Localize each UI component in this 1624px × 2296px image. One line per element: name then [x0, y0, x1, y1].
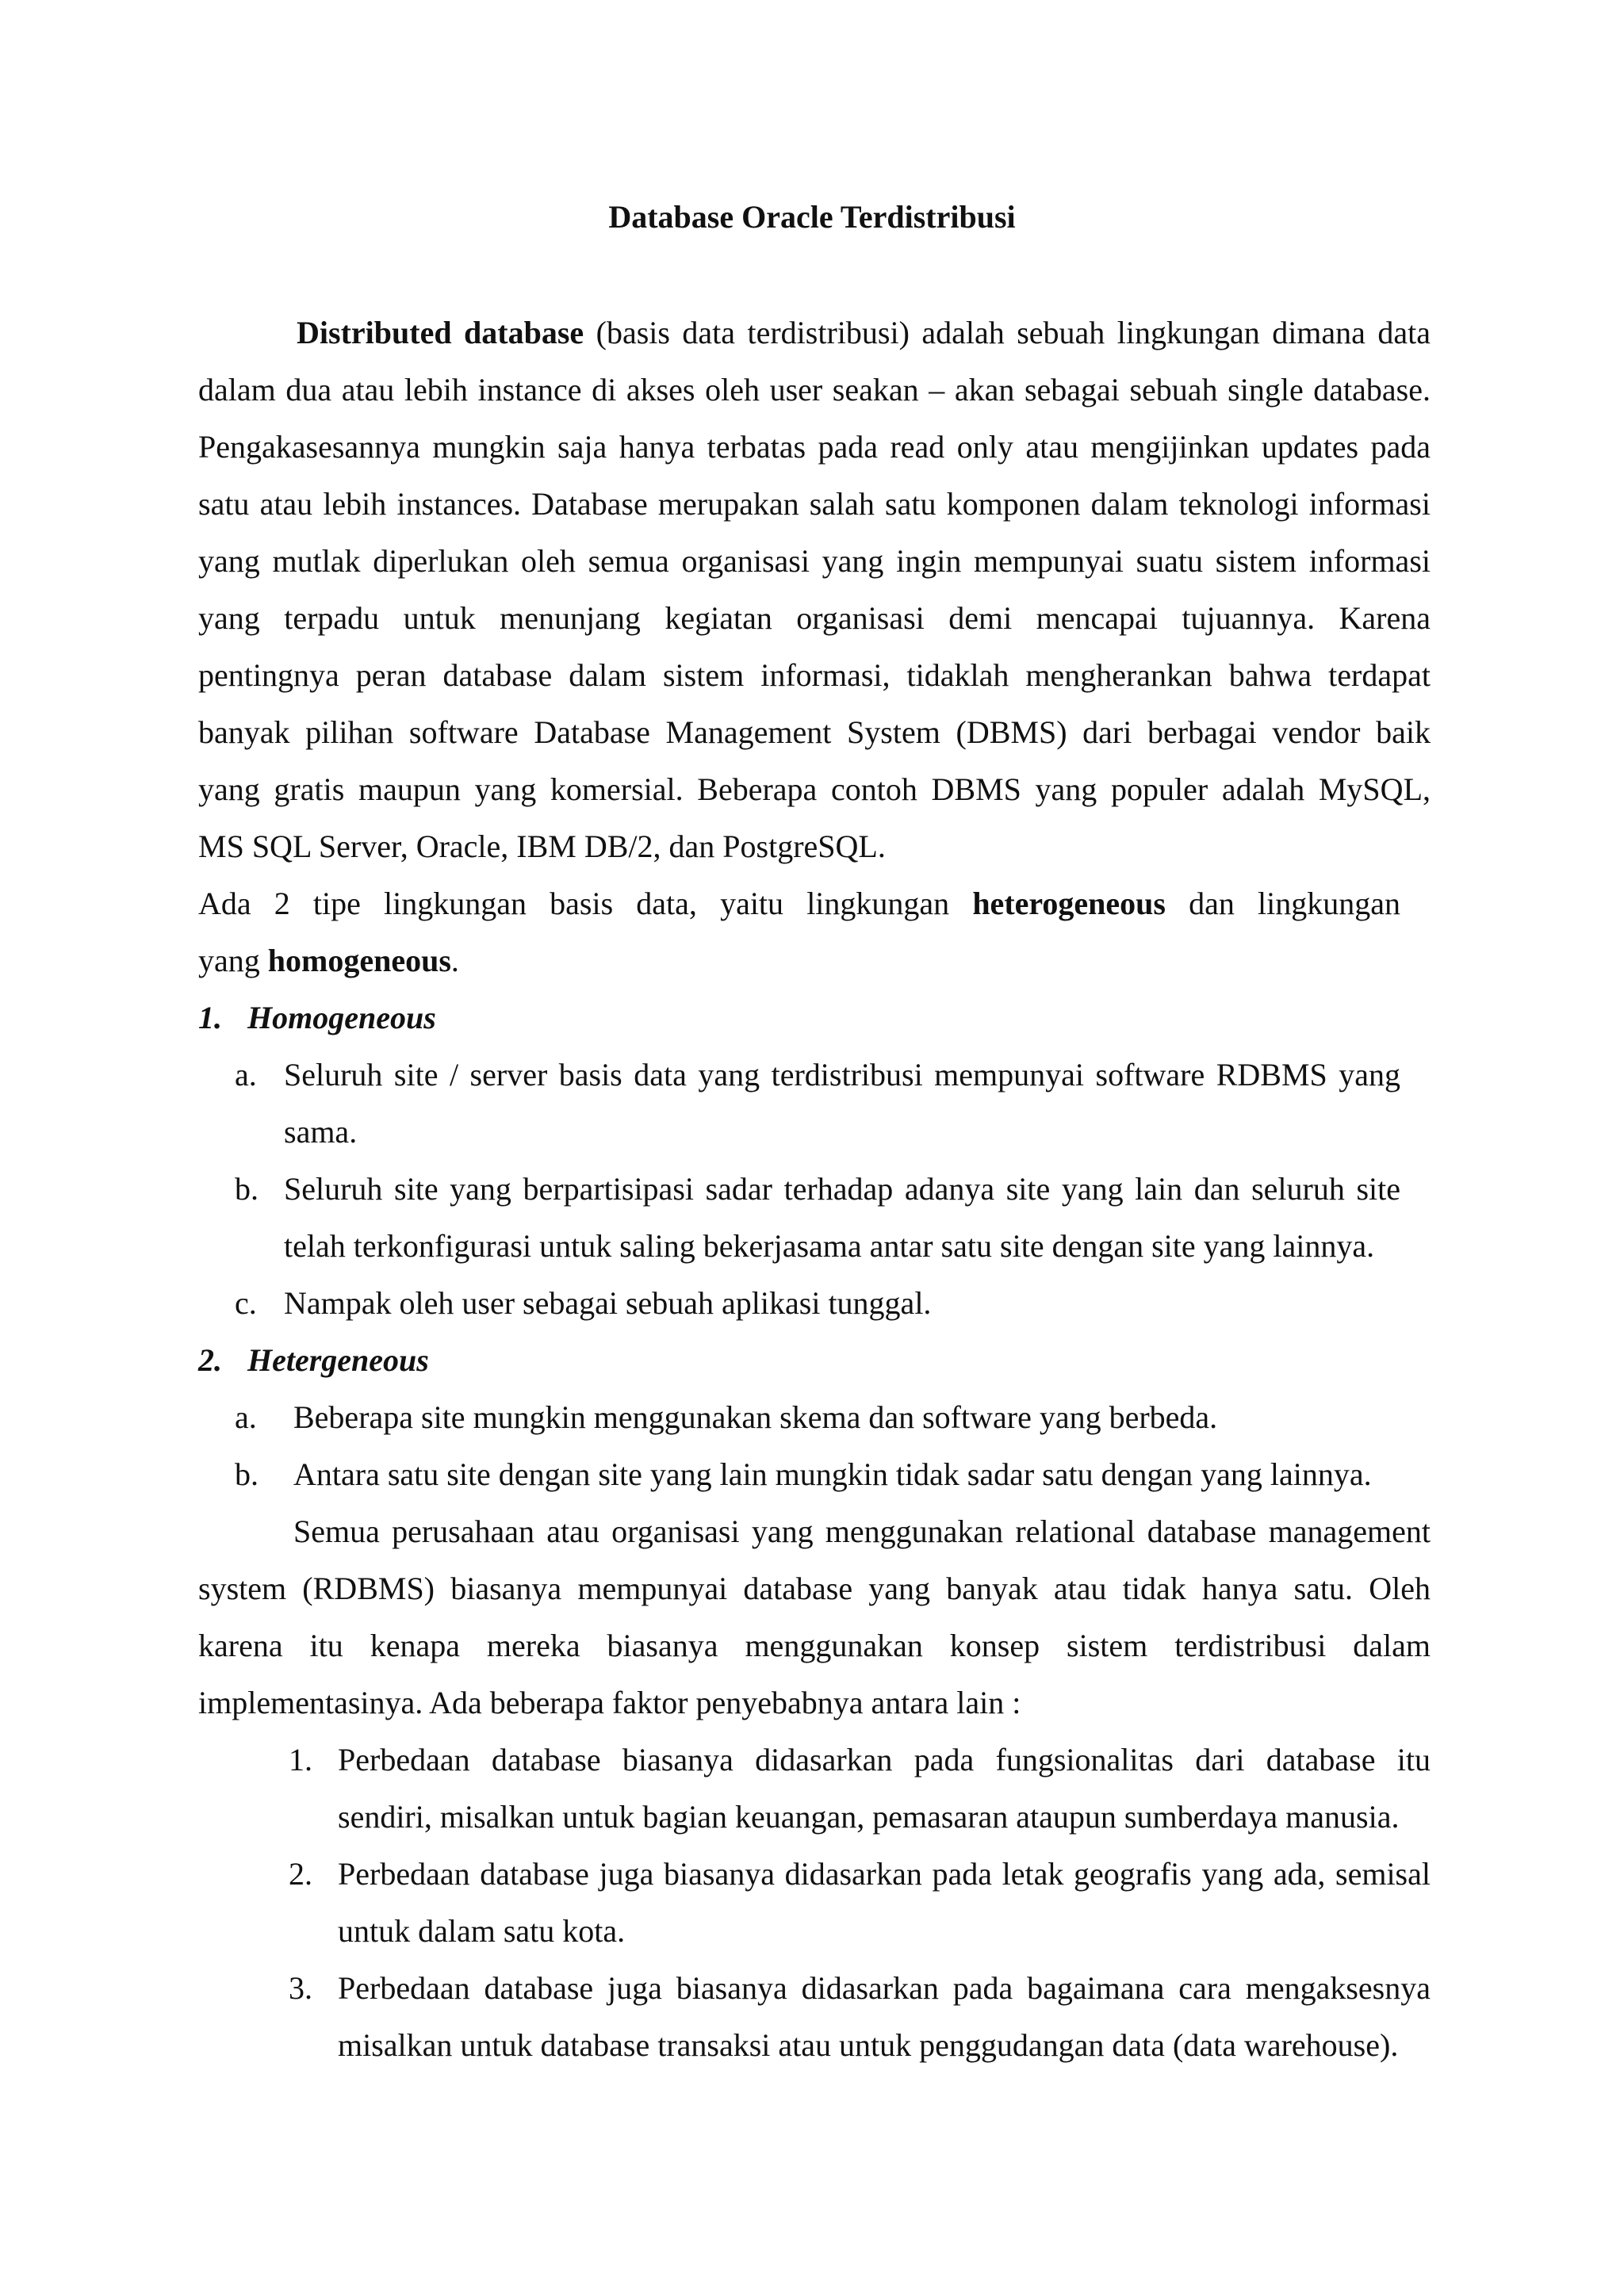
section1-item-a-marker: a. [235, 1057, 257, 1093]
rdbms-line-4: implementasinya. Ada beberapa faktor penyebabnya antara lain : [198, 1685, 1021, 1720]
types-bold-homogeneous: homogeneous [267, 943, 451, 978]
types-line-1 [198, 882, 1400, 926]
rdbms-line-1: Semua perusahaan atau organisasi yang menggunakan relational database management [293, 1513, 1431, 1549]
intro-line-2: dalam dua atau lebih instance di akses oleh user seakan – akan sebagai sebuah single database. [198, 372, 1431, 408]
section1-item-c-marker: c. [235, 1285, 257, 1321]
section2-number: 2. [198, 1342, 222, 1378]
types-line-2 [198, 939, 459, 983]
section1-item-b-line2: telah terkonfigurasi untuk saling bekerjasama antar satu site dengan site yang lainnya. [284, 1228, 1375, 1264]
section2-item-b-marker: b. [235, 1456, 259, 1492]
intro-line-6: yang terpadu untuk menunjang kegiatan organisasi demi mencapai tujuannya. Karena [198, 600, 1431, 636]
intro-line-10: MS SQL Server, Oracle, IBM DB/2, dan PostgreSQL. [198, 828, 886, 864]
intro-line-1 [297, 311, 1431, 355]
types-bold-heterogeneous: heterogeneous [972, 886, 1166, 921]
section2-item-b-line1: Antara satu site dengan site yang lain mungkin tidak sadar satu dengan yang lainnya. [293, 1456, 1372, 1492]
factor-1-line2: sendiri, misalkan untuk bagian keuangan, pemasaran ataupun sumberdaya manusia. [338, 1799, 1400, 1835]
types-text-1: Ada 2 tipe lingkungan basis data, yaitu lingkungan [198, 886, 973, 921]
section1-number: 1. [198, 1000, 222, 1035]
factor-2-line1: Perbedaan database juga biasanya didasarkan pada letak geografis yang ada, semisal [338, 1856, 1431, 1892]
factor-3-line2: misalkan untuk database transaksi atau untuk penggudangan data (data warehouse). [338, 2027, 1399, 2063]
types-text-4: . [450, 943, 459, 978]
rdbms-line-3: karena itu kenapa mereka biasanya menggunakan konsep sistem terdistribusi dalam [198, 1628, 1431, 1663]
section1-item-b-line1: Seluruh site yang berpartisipasi sadar terhadap adanya site yang lain dan seluruh site [284, 1171, 1400, 1207]
section2-item-a-marker: a. [235, 1399, 257, 1435]
types-text-3: yang [198, 943, 268, 978]
factor-3-line1: Perbedaan database juga biasanya didasarkan pada bagaimana cara mengaksesnya [338, 1970, 1431, 2006]
section1-item-a-line1: Seluruh site / server basis data yang terdistribusi mempunyai software RDBMS yang [284, 1057, 1400, 1093]
factor-3-marker: 3. [289, 1970, 312, 2006]
intro-line-9: yang gratis maupun yang komersial. Beberapa contoh DBMS yang populer adalah MySQL, [198, 771, 1431, 807]
rdbms-line-2: system (RDBMS) biasanya mempunyai database yang banyak atau tidak hanya satu. Oleh [198, 1571, 1431, 1606]
factor-1-marker: 1. [289, 1742, 312, 1777]
section1-heading: Homogeneous [247, 1000, 436, 1035]
factor-2-marker: 2. [289, 1856, 312, 1892]
factor-1-line1: Perbedaan database biasanya didasarkan pada fungsionalitas dari database itu [338, 1742, 1431, 1777]
section1-item-c-line1: Nampak oleh user sebagai sebuah aplikasi tunggal. [284, 1285, 932, 1321]
section1-item-b-marker: b. [235, 1171, 259, 1207]
intro-line-4: satu atau lebih instances. Database merupakan salah satu komponen dalam teknologi informasi [198, 486, 1431, 522]
factor-2-line2: untuk dalam satu kota. [338, 1913, 626, 1949]
section2-heading: Hetergeneous [247, 1342, 429, 1378]
intro-lead-bold: Distributed database [297, 315, 584, 350]
document-title: Database Oracle Terdistribusi [608, 199, 1016, 235]
section2-item-a-line1: Beberapa site mungkin menggunakan skema dan software yang berbeda. [293, 1399, 1218, 1435]
intro-line-1-rest: (basis data terdistribusi) adalah sebuah lingkungan dimana data [584, 315, 1431, 350]
intro-line-3: Pengakasesannya mungkin saja hanya terbatas pada read only atau mengijinkan updates pada [198, 429, 1431, 465]
types-text-2: dan lingkungan [1165, 886, 1400, 921]
section1-item-a-line2: sama. [284, 1114, 358, 1150]
intro-line-7: pentingnya peran database dalam sistem informasi, tidaklah mengherankan bahwa terdapat [198, 657, 1431, 693]
intro-line-5: yang mutlak diperlukan oleh semua organisasi yang ingin mempunyai suatu sistem informasi [198, 543, 1431, 579]
intro-line-8: banyak pilihan software Database Management System (DBMS) dari berbagai vendor baik [198, 714, 1431, 750]
